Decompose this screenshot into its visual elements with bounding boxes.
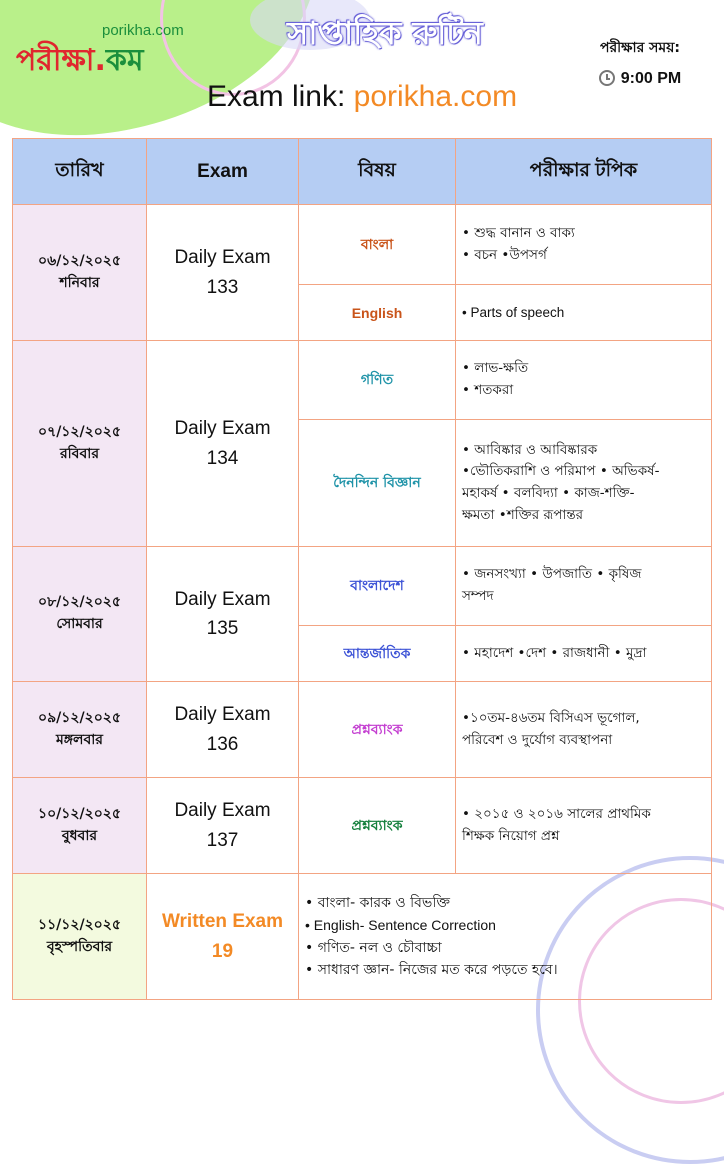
subject-cell: আন্তর্জাতিক	[299, 626, 456, 682]
table-row	[13, 547, 712, 626]
day-value: বৃহস্পতিবার	[46, 938, 113, 955]
exam-number: 137	[206, 829, 239, 851]
topic-line: মহাকর্ষ • বলবিদ্যা • কাজ-শক্তি-	[462, 485, 635, 501]
day-value: মঙ্গলবার	[55, 731, 104, 748]
day-value: রবিবার	[59, 445, 100, 462]
table-header-row	[13, 139, 712, 205]
topic-cell	[456, 682, 712, 778]
subject-cell: দৈনন্দিন বিজ্ঞান	[299, 420, 456, 547]
date-cell	[13, 682, 147, 778]
topic-line: পরিবেশ ও দুর্যোগ ব্যবস্থাপনা	[462, 731, 613, 748]
exam-number: 136	[206, 733, 239, 755]
day-value: সোমবার	[56, 616, 103, 632]
topic-line: •ভৌতিকরাশি ও পরিমাপ • অভিকর্ষ-	[462, 463, 660, 480]
header-subject: বিষয়	[299, 139, 456, 205]
exam-name: Daily Exam	[174, 588, 271, 610]
topic-line: • সাধারণ জ্ঞান- নিজের মত করে পড়তে হবে।	[305, 961, 558, 978]
exam-link-row	[0, 80, 724, 114]
header-topic: পরীক্ষার টপিক	[456, 139, 712, 205]
weekly-routine-table	[12, 138, 712, 1000]
topic-line: • গণিত- নল ও চৌবাচ্চা	[305, 939, 442, 956]
date-cell	[13, 874, 147, 1000]
exam-name: Daily Exam	[174, 247, 271, 269]
exam-name: Daily Exam	[174, 418, 271, 440]
exam-link-label: Exam link:	[206, 80, 346, 113]
exam-cell	[147, 874, 299, 1000]
header-date: তারিখ	[13, 139, 147, 205]
page-title: সাপ্তাহিক রুটিন	[287, 14, 483, 52]
exam-number: 134	[206, 447, 239, 469]
topic-cell	[456, 626, 712, 682]
date-value: ০৮/১২/২০২৫	[38, 594, 121, 611]
subject-cell: গণিত	[299, 341, 456, 420]
exam-name: Daily Exam	[174, 800, 271, 822]
date-cell	[13, 205, 147, 341]
topic-line: • জনসংখ্যা • উপজাতি • কৃষিজ	[462, 566, 642, 583]
topic-line: শিক্ষক নিয়োগ প্রশ্ন	[462, 827, 560, 844]
topic-line: •১০তম-৪৬তম বিসিএস ভূগোল,	[462, 709, 640, 726]
subject-cell: বাংলা	[299, 205, 456, 285]
subject-cell: English	[299, 285, 456, 341]
table-row	[13, 778, 712, 874]
topic-line: সম্পদ	[462, 588, 494, 604]
exam-number: 133	[206, 276, 239, 298]
table-row-written	[13, 874, 712, 1000]
date-cell	[13, 547, 147, 682]
topic-line: • Parts of speech	[462, 304, 565, 320]
exam-cell	[147, 341, 299, 547]
topic-cell	[456, 420, 712, 547]
day-value: বুধবার	[61, 827, 98, 844]
table-row	[13, 341, 712, 420]
subject-cell: বাংলাদেশ	[299, 547, 456, 626]
exam-cell	[147, 682, 299, 778]
exam-number: 19	[211, 940, 234, 962]
day-value: শনিবার	[59, 274, 100, 291]
topic-line: ক্ষমতা •শক্তির রূপান্তর	[462, 506, 584, 523]
written-topic-cell	[299, 874, 712, 1000]
logo-kom: কম	[105, 43, 144, 78]
date-value: ১১/১২/২০২৫	[38, 916, 121, 933]
exam-number: 135	[206, 618, 239, 639]
exam-time-label: পরীক্ষার সময়:	[599, 40, 681, 56]
topic-cell	[456, 778, 712, 874]
date-cell	[13, 778, 147, 874]
subject-cell: প্রশ্নব্যাংক	[299, 778, 456, 874]
exam-name: Written Exam	[161, 911, 284, 933]
topic-cell	[456, 285, 712, 341]
topic-line: • মহাদেশ •দেশ • রাজধানী • মুদ্রা	[462, 644, 647, 661]
topic-cell	[456, 341, 712, 420]
exam-name: Daily Exam	[174, 704, 271, 726]
topic-line: • বাংলা- কারক ও বিভক্তি	[305, 894, 450, 911]
topic-line: • আবিষ্কার ও আবিষ্কারক	[462, 441, 598, 458]
date-cell	[13, 341, 147, 547]
topic-line: • শুদ্ধ বানান ও বাক্য	[462, 224, 575, 241]
exam-link-url[interactable]: porikha.com	[353, 80, 518, 113]
topic-line: • English- Sentence Correction	[305, 917, 496, 934]
topic-cell	[456, 205, 712, 285]
date-value: ১০/১২/২০২৫	[38, 805, 121, 822]
exam-cell	[147, 205, 299, 341]
topic-line: • বচন •উপসর্গ	[462, 246, 547, 263]
topic-line: • ২০১৫ ও ২০১৬ সালের প্রাথমিক	[462, 805, 651, 822]
table-row	[13, 682, 712, 778]
date-value: ০৭/১২/২০২৫	[37, 423, 121, 440]
exam-cell	[147, 778, 299, 874]
subject-cell: প্রশ্নব্যাংক	[299, 682, 456, 778]
date-value: ০৬/১২/২০২৫	[37, 252, 121, 269]
topic-line: • লাভ-ক্ষতি	[462, 360, 529, 377]
topic-cell	[456, 547, 712, 626]
topic-line: • শতকরা	[462, 382, 514, 398]
date-value: ০৯/১২/২০২৫	[38, 709, 121, 726]
exam-time-value: 9:00 PM	[620, 70, 682, 87]
table-row	[13, 205, 712, 285]
header-exam: Exam	[147, 139, 299, 205]
logo-domain-text: porikha.com	[102, 22, 184, 39]
exam-cell	[147, 547, 299, 682]
logo-dot: .	[94, 43, 106, 78]
logo-word: পরীক্ষা	[16, 43, 95, 78]
